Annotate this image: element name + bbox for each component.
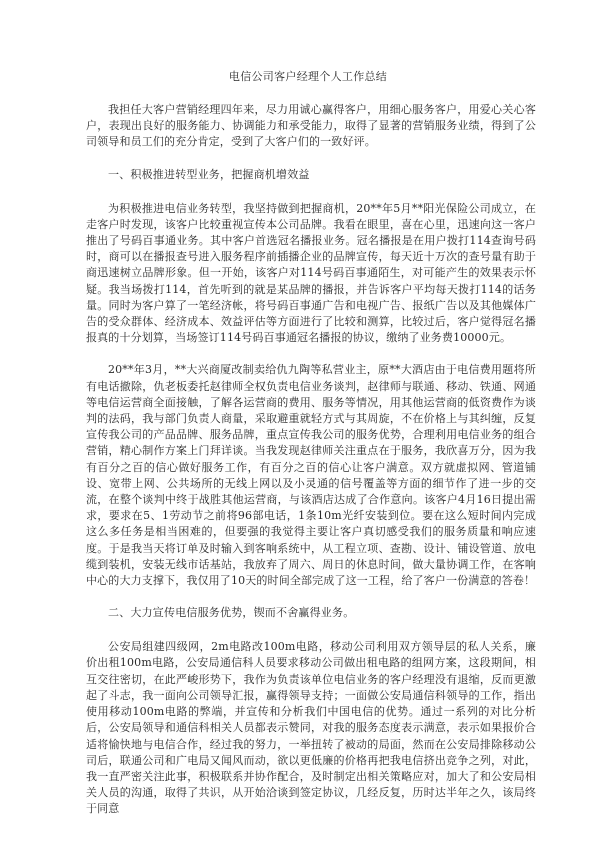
- intro-paragraph: 我担任大客户营销经理四年来，尽力用诚心赢得客户，用细心服务客户，用爱心关心客户，表现出良好的服务能力、协调能力和承受能力，取得了显著的营销服务业绩，得到了公司领导和员工们的充分肯定，受到了大客户们的一致好评。: [86, 103, 536, 149]
- section1-paragraph-2: 20**年3月，**大兴商厦改制卖给仇九陶等私营业主，原**大酒店由于电信费用题将所有电话撤除，仇老板委托赵律师全权负责电信业务谈判，赵律师与联通、移动、铁通、网通等电信运营商全面接触，了解各运营商的费用、服务等情况，用其他运营商的低资费作为谈判的法码，我与部门负责人商量，采取避重就轻方式与其周旋，不在价格上与其纠缠，反复宣传我公司的产品品牌、服务品牌，重点宣传我公司的服务优势，合理利用电信业务的组合营销，精心制作方案上门拜详谈。当我发现赵律师关注重点在于服务，我欣喜万分，因为我有百分之百的信心做好服务工作，有百分之百的信心让客户满意。双方就虚拟网、管道铺设、宽带上网、公共场所的无线上网以及小灵通的信号覆盖等方面的细节作了进一步的交流，在整个谈判中终于战胜其他运营商，与该酒店达成了合作意向。该客户4月16日提出需求，要求在5、1劳动节之前将96部电话，1条10m光纤安装到位。要在这么短时间内完成这么多任务是相当困难的，但要强的我觉得主要让客户真切感受我们的服务质量和响应速度。于是我当天将订单及时输入到客响系统中，从工程立项、查勘、设计、铺设管道、放电缆到装机，安装无线市话基站，我放弃了周六、周日的休息时间，做大量协调工作，在客响中心的大力支撑下，我仅用了10天的时间全部完成了这一工程，给了客户一份满意的答卷！: [86, 363, 536, 588]
- section1-heading: 一、积极推进转型业务，把握商机增效益: [108, 167, 310, 181]
- document-title: 电信公司客户经理个人工作总结: [228, 70, 388, 83]
- section1-paragraph-1: 为积极推进电信业务转型，我坚持做到把握商机，20**年5月**阳光保险公司成立，在走客户时发现，该客户比较重视宣传本公司品牌。我看在眼里，喜在心里，迅速向这一客户推出了号码百事通业务。其中客户首选冠名播报业务。冠名播报是在用户拨打114查询号码时，商可以在播报查号进入服务程序前插播企业的品牌宣传，每天近十万次的查号量有助于商迅速树立品牌形象。但一开始，该客户对114号码百事通陌生，对可能产生的效果表示怀疑。我当场拨打114，首先听到的就是某品牌的播报，并告诉客户平均每天拨打114的话务量。同时为客户算了一笔经济帐，将号码百事通广告和电视广告、报纸广告以及其他媒体广告的受众群体、经济成本、效益评估等方面进行了比较和测算，比较过后，客户觉得冠名播报真的十分划算，当场签订114号码百事通冠名播报的协议，缴纳了业务费10000元。: [86, 201, 536, 345]
- section2-paragraph-1: 公安局组建四级网，2m电路改100m电路，移动公司利用双方领导层的私人关系，廉价出租100m电路，公安局通信科人员要求移动公司做出租电路的组网方案，这段期间，相互交往密切，在此严峻形势下，我作为负责该单位电信业务的客户经理没有退缩，反而更激起了斗志，我一面向公司领导汇报，赢得领导支持；一面做公安局通信科领导的工作，指出使用移动100m电路的弊端，并宣传和分析我们中国电信的优势。通过一系列的对比分析后，公安局领导和通信科相关人员都表示赞同，对我的服务态度表示满意，表示如果报价合适将愉快地与电信合作，经过我的努力，一举扭转了被动的局面，然而在公安局排除移动公司后，联通公司和广电局又闻风而动，欲以更低廉的价格再把我电信挤出竞争之列，对此，我一直严密关注此事，积极联系并协作配合，及时制定出相关策略应对，加大了和公安局相关人员的沟通，取得了共识，从开始洽谈到签定协议，几经反复，历时达半年之久，该局终于同意: [86, 640, 536, 816]
- section2-heading: 二、大力宣传电信服务优势，锲而不舍赢得业务。: [108, 606, 355, 620]
